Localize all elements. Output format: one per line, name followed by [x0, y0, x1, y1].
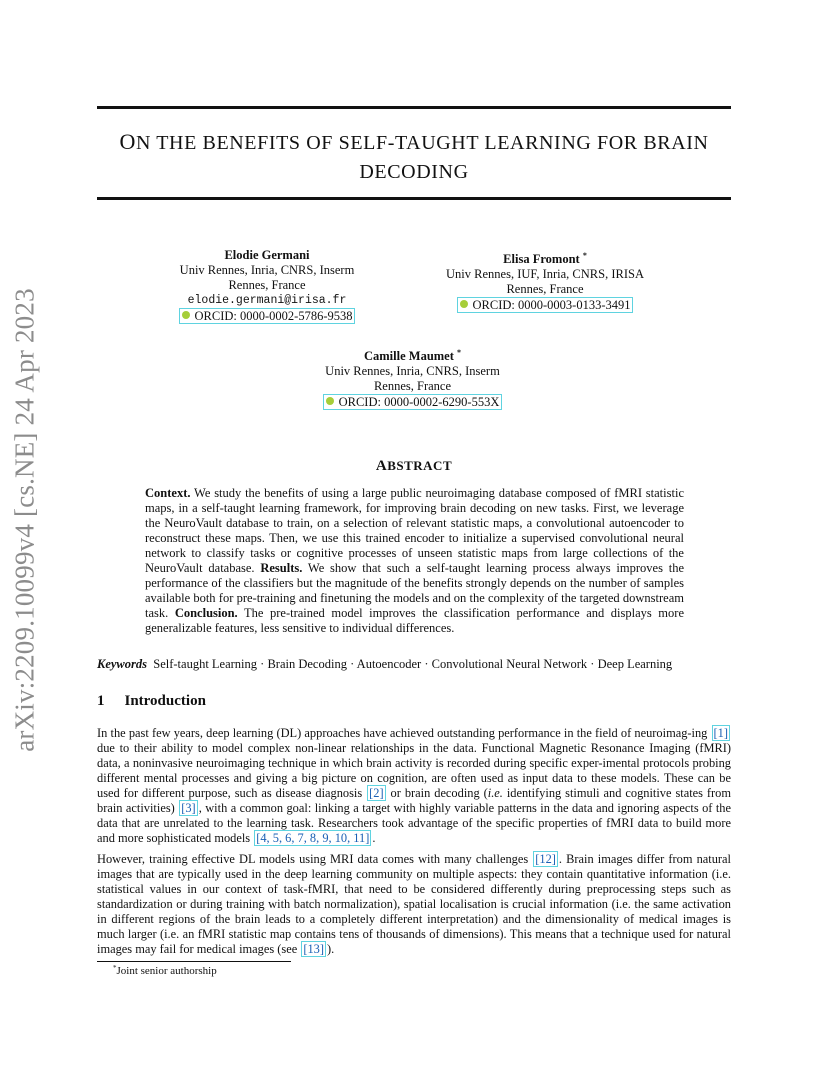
arxiv-identifier: arXiv:2209.10099v4 [cs.NE] 24 Apr 2023: [9, 288, 40, 752]
author-footnote-mark[interactable]: *: [457, 348, 462, 357]
title-top-rule: [97, 106, 731, 109]
author-block-fromont: [440, 248, 650, 313]
title-bottom-rule: [97, 197, 731, 200]
citation-link[interactable]: [4, 5, 6, 7, 8, 9, 10, 11]: [256, 831, 370, 845]
author-email[interactable]: elodie.germani@irisa.fr: [187, 294, 347, 307]
author-name: Elisa Fromont: [503, 252, 580, 266]
intro-paragraph-2: However, training effective DL models using MRI data comes with many challenges [12] . Brain images differ from natural images that are typically used in the deep learning community on multiple aspects: they contain quantitative information (i.e. statistical values in our context of task-fMRI, that need to be considered differently during preprocessing steps such as standardization or during training with batch normalization), spatial localisation is crucial information (i.e. the same activation in different regions of the brain leads to a completely different interpretation) and the dimensionality of medical images is much larger (i.e. an fMRI statistic map contains tens of thousands of dimensions). This means that a technique used for natural images may fail for medical images (see [13] ).: [97, 852, 731, 956]
orcid-link[interactable]: ORCID: 0000-0003-0133-3491: [457, 297, 634, 313]
keywords-line: [97, 657, 737, 672]
abstract-body: Context. We study the benefits of using a large public neuroimaging database composed of fMRI statistic maps, in a self-taught learning framework, for improving brain decoding on new tasks. First, we leverage the NeuroVault database to train, on a selection of relevant statistic maps, a convolutional autoencoder to reconstruct these maps. Then, we use this trained encoder to initialize a supervised convolutional neural network to classify tasks or cognitive processes of unseen statistic maps from large collections of the NeuroVault database. Results. We show that such a self-taught learning process always improves the performance of the classifiers but the magnitude of the benefits strongly depends on the number of samples available both for pre-training and finetuning the models and on the complexity of the targeted downstream task. Conclusion. The pre-trained model improves the classification performance and displays more generalizable features, less sensitive to individual differences.: [145, 486, 684, 635]
author-name: Camille Maumet: [363, 349, 454, 363]
author-name: Elodie Germani: [224, 248, 310, 262]
author-block-germani: [162, 248, 372, 324]
citation-link[interactable]: [13]: [303, 942, 324, 956]
footnote-rule: [97, 961, 291, 962]
keywords-list: Self-taught Learning · Brain Decoding · Autoencoder · Convolutional Neural Network · Deep Learning: [153, 657, 673, 671]
keywords-label: Keywords: [97, 657, 147, 671]
intro-paragraph-1: In the past few years, deep learning (DL) approaches have achieved outstanding performance in the field of neuroimag-ing [1] due to their ability to model complex non-linear relationships in the data. Functional Magnetic Resonance Imaging (fMRI) data, a noninvasive neuroimaging technique in which brain activity is recorded during specific exper-imental protocols probing different mental processes and giving a big picture on cognition, are often used as input data to these models. These can be used for different purpose, such as disease diagnosis [2] or brain decoding (i.e. identifying stimuli and cognitive states from brain activities) [3] , with a common goal: linking a target with highly variable patterns in the data and ignoring aspects of the data that are unrelated to the learning task. Researchers took advantage of the specific properties of fMRI data to build more and more sophisticated models [4, 5, 6, 7, 8, 9, 10, 11] .: [97, 726, 732, 845]
section-heading-introduction: 1 Introduction: [97, 693, 206, 709]
author-block-maumet: [305, 345, 520, 410]
citation-link[interactable]: [3]: [181, 801, 196, 815]
author-affiliation: Univ Rennes, Inria, CNRS, Inserm: [179, 263, 355, 277]
author-location: Rennes, France: [506, 282, 584, 296]
orcid-link[interactable]: ORCID: 0000-0002-6290-553X: [323, 394, 503, 410]
abstract-heading: ABSTRACT: [375, 458, 453, 474]
orcid-link[interactable]: ORCID: 0000-0002-5786-9538: [179, 308, 356, 324]
orcid-icon: [460, 300, 468, 308]
author-footnote-mark[interactable]: *: [582, 251, 587, 260]
author-affiliation: Univ Rennes, Inria, CNRS, Inserm: [325, 364, 500, 378]
citation-link[interactable]: [1]: [713, 726, 728, 740]
paper-title: ON THE BENEFITS OF SELF-TAUGHT LEARNING FOR BRAIN DECODING: [119, 129, 709, 183]
orcid-icon: [326, 397, 334, 405]
citation-link[interactable]: [2]: [369, 786, 384, 800]
footnote: *Joint senior authorship: [113, 964, 217, 977]
author-location: Rennes, France: [228, 278, 306, 292]
author-affiliation: Univ Rennes, IUF, Inria, CNRS, IRISA: [446, 267, 644, 281]
author-location: Rennes, France: [373, 379, 452, 393]
citation-link[interactable]: [12]: [535, 852, 556, 866]
orcid-icon: [182, 311, 190, 319]
